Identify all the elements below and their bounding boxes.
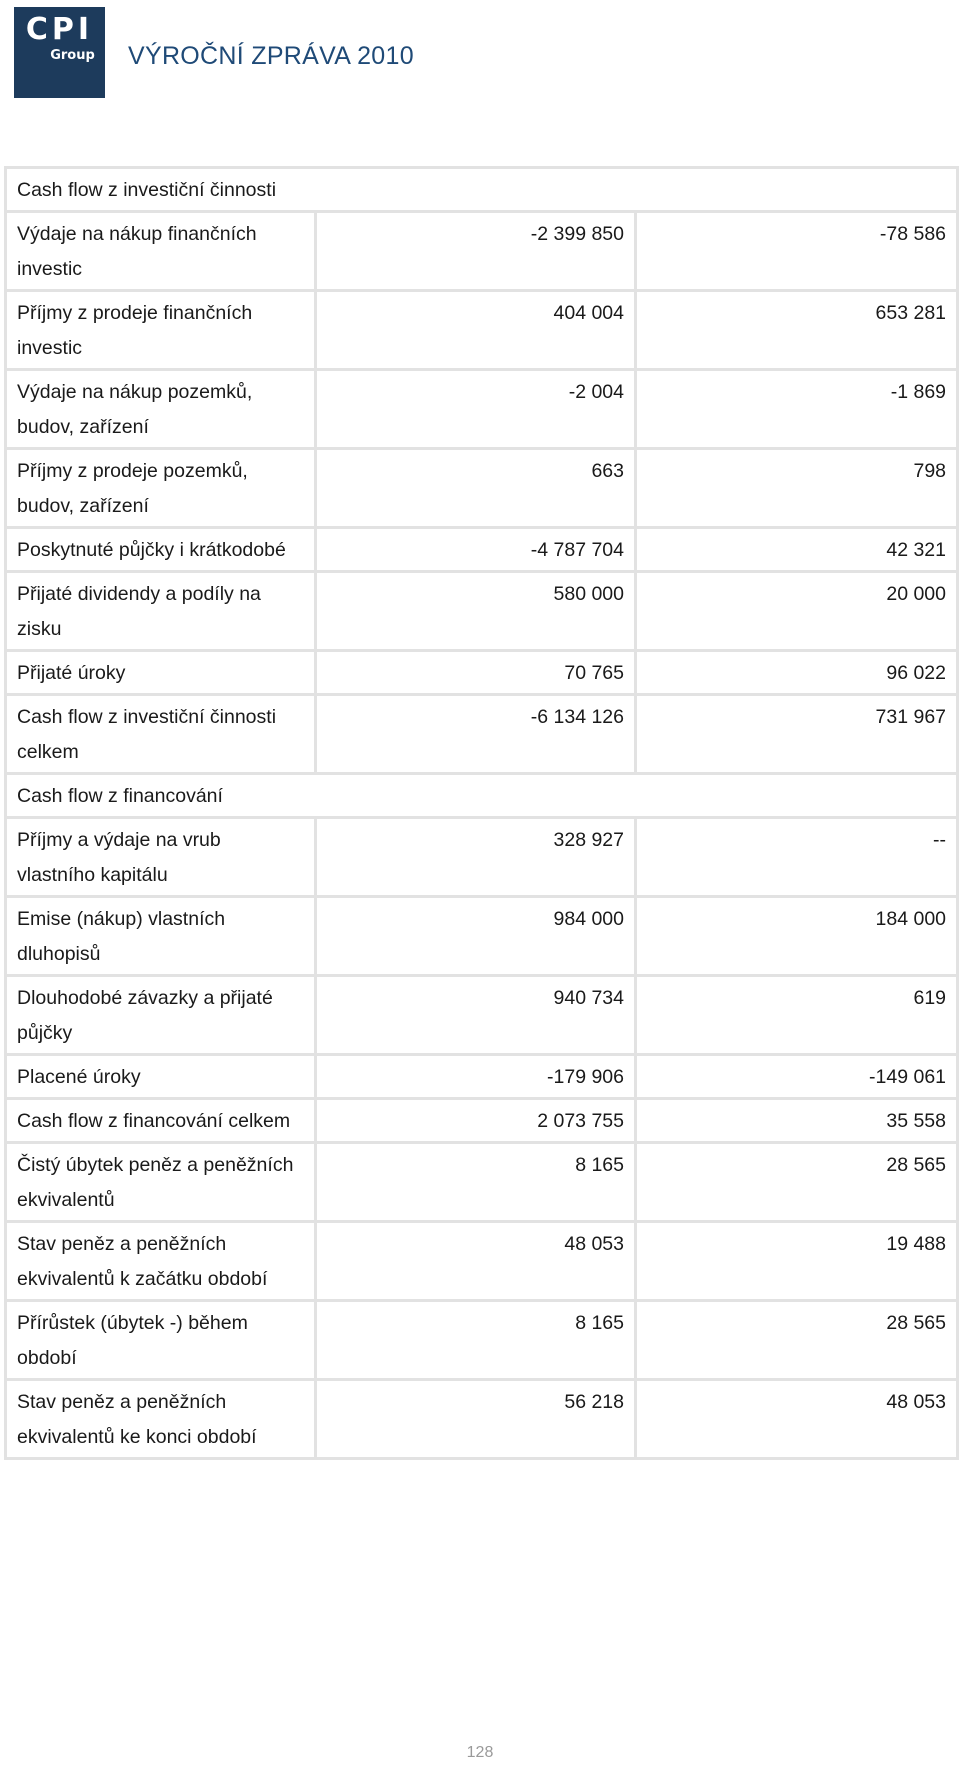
row-label: Placené úroky — [6, 1055, 316, 1099]
table-row — [6, 1301, 958, 1380]
row-label: Přijaté úroky — [6, 651, 316, 695]
row-value-previous: 42 321 — [636, 528, 958, 572]
cash-flow-table-body — [6, 168, 958, 1459]
table-row — [6, 212, 958, 291]
row-value-current: 56 218 — [316, 1380, 636, 1459]
section-title: Cash flow z investiční činnosti — [6, 168, 958, 212]
table-row — [6, 976, 958, 1055]
table-row — [6, 572, 958, 651]
table-row — [6, 1055, 958, 1099]
row-value-current: -2 004 — [316, 370, 636, 449]
row-value-previous: 28 565 — [636, 1301, 958, 1380]
table-row — [6, 651, 958, 695]
table-row — [6, 695, 958, 774]
row-value-previous: -- — [636, 818, 958, 897]
row-label: Výdaje na nákup pozemků, budov, zařízení — [6, 370, 316, 449]
table-row — [6, 1222, 958, 1301]
page-header — [14, 6, 414, 98]
row-value-previous: 48 053 — [636, 1380, 958, 1459]
table-row — [6, 897, 958, 976]
row-value-current: 8 165 — [316, 1301, 636, 1380]
row-label: Stav peněz a peněžních ekvivalentů k začátku období — [6, 1222, 316, 1301]
row-label: Poskytnuté půjčky i krátkodobé — [6, 528, 316, 572]
row-value-previous: 184 000 — [636, 897, 958, 976]
row-label: Přírůstek (úbytek -) během období — [6, 1301, 316, 1380]
table-row — [6, 1099, 958, 1143]
logo-subtext: Group — [50, 47, 95, 63]
row-label: Příjmy z prodeje pozemků, budov, zařízení — [6, 449, 316, 528]
row-value-current: 328 927 — [316, 818, 636, 897]
row-label: Cash flow z financování celkem — [6, 1099, 316, 1143]
table-row — [6, 528, 958, 572]
row-value-current: 984 000 — [316, 897, 636, 976]
row-label: Dlouhodobé závazky a přijaté půjčky — [6, 976, 316, 1055]
row-value-previous: 619 — [636, 976, 958, 1055]
page-number: 128 — [466, 1744, 494, 1761]
row-value-current: 580 000 — [316, 572, 636, 651]
table-row — [6, 291, 958, 370]
row-label: Cash flow z investiční činnosti celkem — [6, 695, 316, 774]
row-label: Příjmy a výdaje na vrub vlastního kapitálu — [6, 818, 316, 897]
row-label: Přijaté dividendy a podíly na zisku — [6, 572, 316, 651]
row-value-previous: -149 061 — [636, 1055, 958, 1099]
row-value-current: 70 765 — [316, 651, 636, 695]
row-value-current: 48 053 — [316, 1222, 636, 1301]
row-value-previous: -78 586 — [636, 212, 958, 291]
row-label: Výdaje na nákup finančních investic — [6, 212, 316, 291]
row-value-current: 663 — [316, 449, 636, 528]
row-value-previous: 653 281 — [636, 291, 958, 370]
row-value-current: 8 165 — [316, 1143, 636, 1222]
table-row — [6, 1380, 958, 1459]
section-header-row — [6, 774, 958, 818]
row-value-previous: 19 488 — [636, 1222, 958, 1301]
section-header-row — [6, 168, 958, 212]
row-value-previous: 28 565 — [636, 1143, 958, 1222]
row-label: Stav peněz a peněžních ekvivalentů ke konci období — [6, 1380, 316, 1459]
row-value-previous: -1 869 — [636, 370, 958, 449]
row-value-previous: 96 022 — [636, 651, 958, 695]
row-label: Čistý úbytek peněz a peněžních ekvivalentů — [6, 1143, 316, 1222]
row-value-current: 940 734 — [316, 976, 636, 1055]
row-value-previous: 731 967 — [636, 695, 958, 774]
row-label: Příjmy z prodeje finančních investic — [6, 291, 316, 370]
row-value-current: 2 073 755 — [316, 1099, 636, 1143]
section-title: Cash flow z financování — [6, 774, 958, 818]
row-label: Emise (nákup) vlastních dluhopisů — [6, 897, 316, 976]
row-value-previous: 798 — [636, 449, 958, 528]
table-row — [6, 449, 958, 528]
row-value-current: -2 399 850 — [316, 212, 636, 291]
cpi-group-logo — [14, 7, 105, 98]
document-title: VÝROČNÍ ZPRÁVA 2010 — [128, 41, 414, 70]
cash-flow-table — [4, 166, 959, 1460]
table-row — [6, 818, 958, 897]
logo-text: CPI — [25, 11, 94, 47]
row-value-current: 404 004 — [316, 291, 636, 370]
row-value-previous: 35 558 — [636, 1099, 958, 1143]
row-value-current: -4 787 704 — [316, 528, 636, 572]
row-value-current: -179 906 — [316, 1055, 636, 1099]
table-row — [6, 1143, 958, 1222]
row-value-previous: 20 000 — [636, 572, 958, 651]
table-row — [6, 370, 958, 449]
row-value-current: -6 134 126 — [316, 695, 636, 774]
